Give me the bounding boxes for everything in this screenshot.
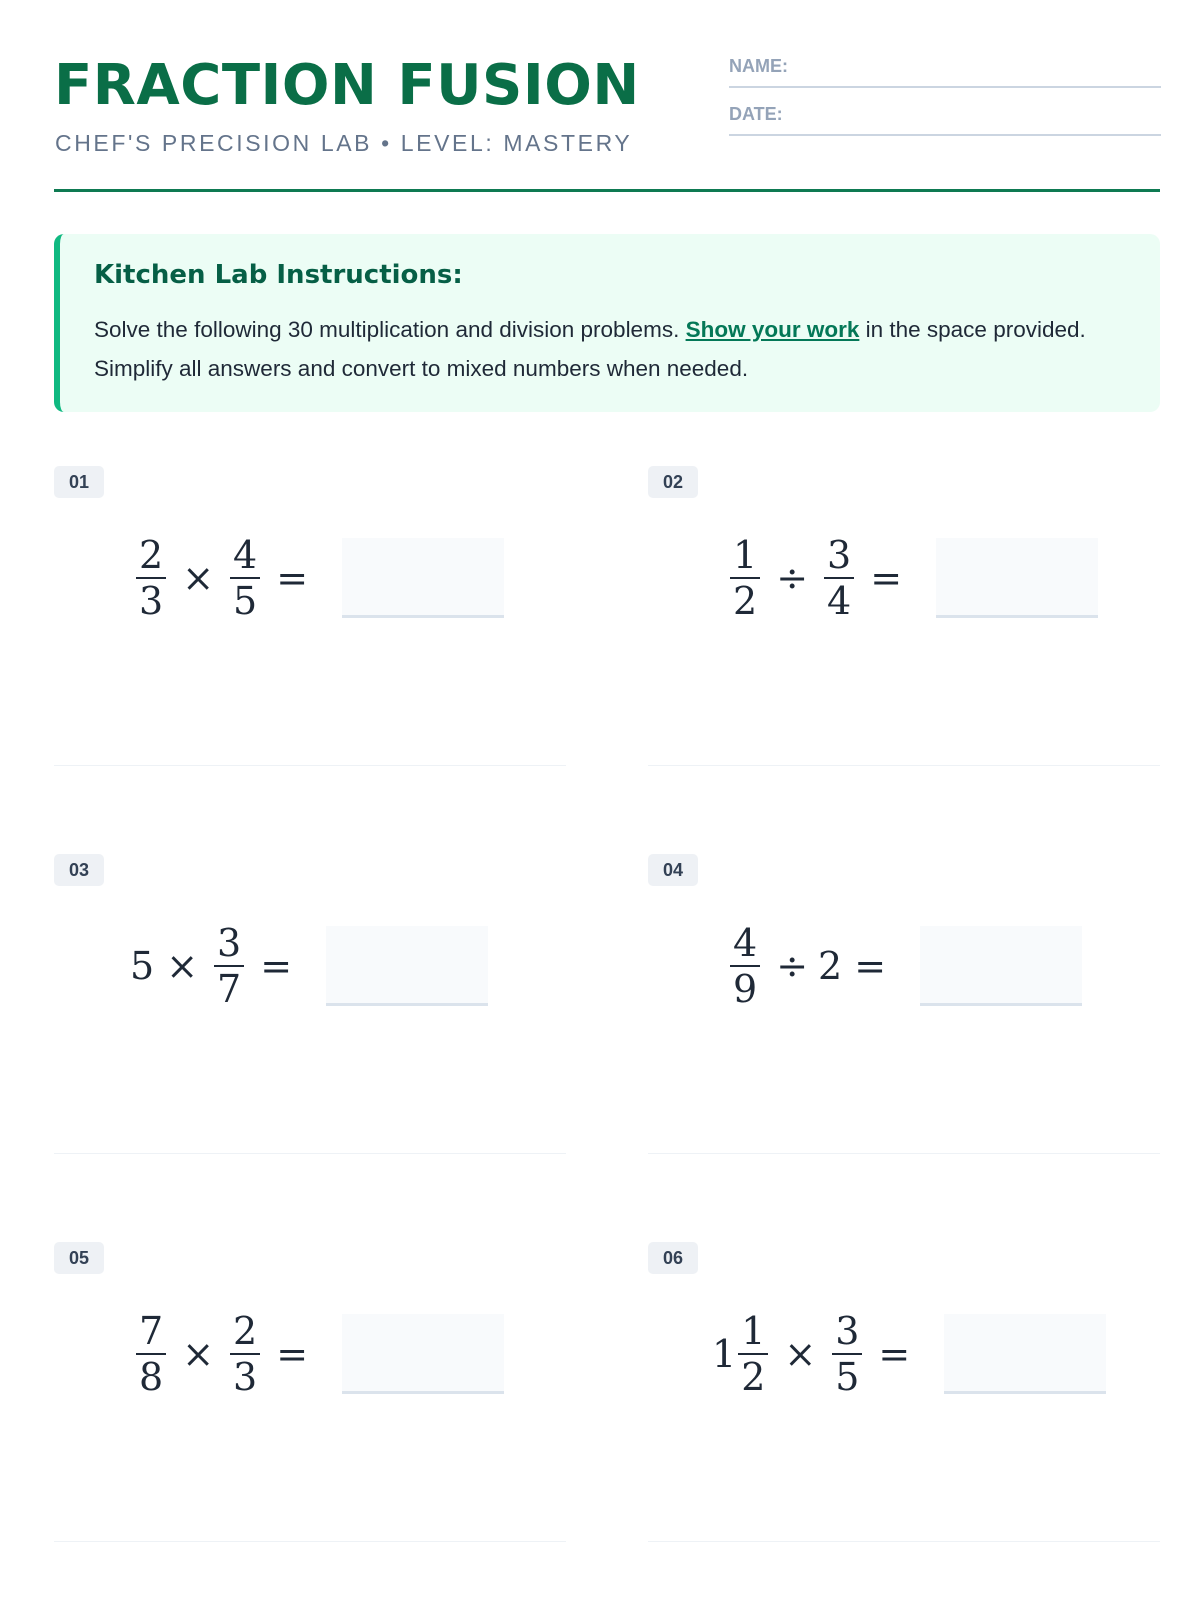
numerator: 2	[139, 533, 164, 577]
worksheet-header	[54, 54, 1160, 192]
page-title: FRACTION FUSION	[54, 53, 640, 118]
fraction	[738, 1309, 768, 1399]
answer-box[interactable]	[342, 538, 504, 618]
operator: ÷	[776, 556, 809, 600]
equals-sign: =	[870, 556, 903, 600]
fraction	[230, 533, 260, 623]
problem-expression	[712, 1304, 1106, 1404]
numerator: 7	[139, 1309, 164, 1353]
fraction	[824, 533, 854, 623]
problem-expression	[724, 916, 1082, 1016]
operator: ÷	[776, 944, 809, 988]
answer-box[interactable]	[342, 1314, 504, 1394]
problem-number: 04	[648, 854, 698, 886]
fraction	[230, 1309, 260, 1399]
instructions-box	[54, 234, 1160, 412]
fraction	[214, 921, 244, 1011]
denominator: 8	[136, 1353, 166, 1399]
numerator: 4	[233, 533, 258, 577]
denominator: 2	[738, 1353, 768, 1399]
problem-expression	[130, 528, 504, 628]
problem-number: 02	[648, 466, 698, 498]
fraction	[832, 1309, 862, 1399]
answer-box[interactable]	[936, 538, 1098, 618]
instructions-text-before: Solve the following 30 multiplication and division problems.	[94, 317, 686, 342]
denominator: 5	[832, 1353, 862, 1399]
numerator: 4	[733, 921, 758, 965]
whole-number: 2	[818, 944, 843, 988]
answer-box[interactable]	[920, 926, 1082, 1006]
numerator: 3	[835, 1309, 860, 1353]
denominator: 3	[230, 1353, 260, 1399]
denominator: 3	[136, 577, 166, 623]
numerator: 3	[827, 533, 852, 577]
answer-box[interactable]	[326, 926, 488, 1006]
problem-card	[54, 466, 566, 766]
numerator: 1	[741, 1309, 766, 1353]
date-label: DATE:	[729, 104, 783, 124]
operator: ×	[182, 1332, 215, 1376]
equals-sign: =	[854, 944, 887, 988]
problem-card	[648, 466, 1160, 766]
problem-number: 05	[54, 1242, 104, 1274]
problem-number: 06	[648, 1242, 698, 1274]
numerator: 3	[217, 921, 242, 965]
denominator: 5	[230, 577, 260, 623]
problem-card	[54, 854, 566, 1154]
name-label: NAME:	[729, 56, 788, 76]
fraction	[136, 533, 166, 623]
problem-number: 01	[54, 466, 104, 498]
equals-sign: =	[276, 1332, 309, 1376]
operator: ×	[166, 944, 199, 988]
instructions-emphasis: Show your work	[685, 317, 860, 342]
denominator: 9	[730, 965, 760, 1011]
numerator: 2	[233, 1309, 258, 1353]
problem-number: 03	[54, 854, 104, 886]
problem-expression	[724, 528, 1098, 628]
equals-sign: =	[878, 1332, 911, 1376]
instructions-title: Kitchen Lab Instructions:	[94, 260, 463, 290]
denominator: 4	[824, 577, 854, 623]
name-field[interactable]	[729, 54, 1161, 88]
fraction	[730, 533, 760, 623]
whole-number: 5	[130, 944, 155, 988]
operator: ×	[182, 556, 215, 600]
denominator: 7	[214, 965, 244, 1011]
problem-card	[648, 854, 1160, 1154]
problem-expression	[130, 1304, 504, 1404]
fraction	[136, 1309, 166, 1399]
date-field[interactable]	[729, 102, 1161, 136]
problem-card	[648, 1242, 1160, 1542]
whole-number: 1	[712, 1332, 737, 1376]
answer-box[interactable]	[944, 1314, 1106, 1394]
equals-sign: =	[260, 944, 293, 988]
numerator: 1	[733, 533, 758, 577]
instructions-text-after: in the space provided. Simplify all answers and convert to mixed numbers when needed.	[94, 317, 1086, 381]
operator: ×	[784, 1332, 817, 1376]
fraction	[730, 921, 760, 1011]
equals-sign: =	[276, 556, 309, 600]
denominator: 2	[730, 577, 760, 623]
problem-card	[54, 1242, 566, 1542]
problem-expression	[130, 916, 488, 1016]
instructions-text	[94, 310, 1154, 388]
page-subtitle: CHEF'S PRECISION LAB • LEVEL: MASTERY	[55, 130, 633, 156]
